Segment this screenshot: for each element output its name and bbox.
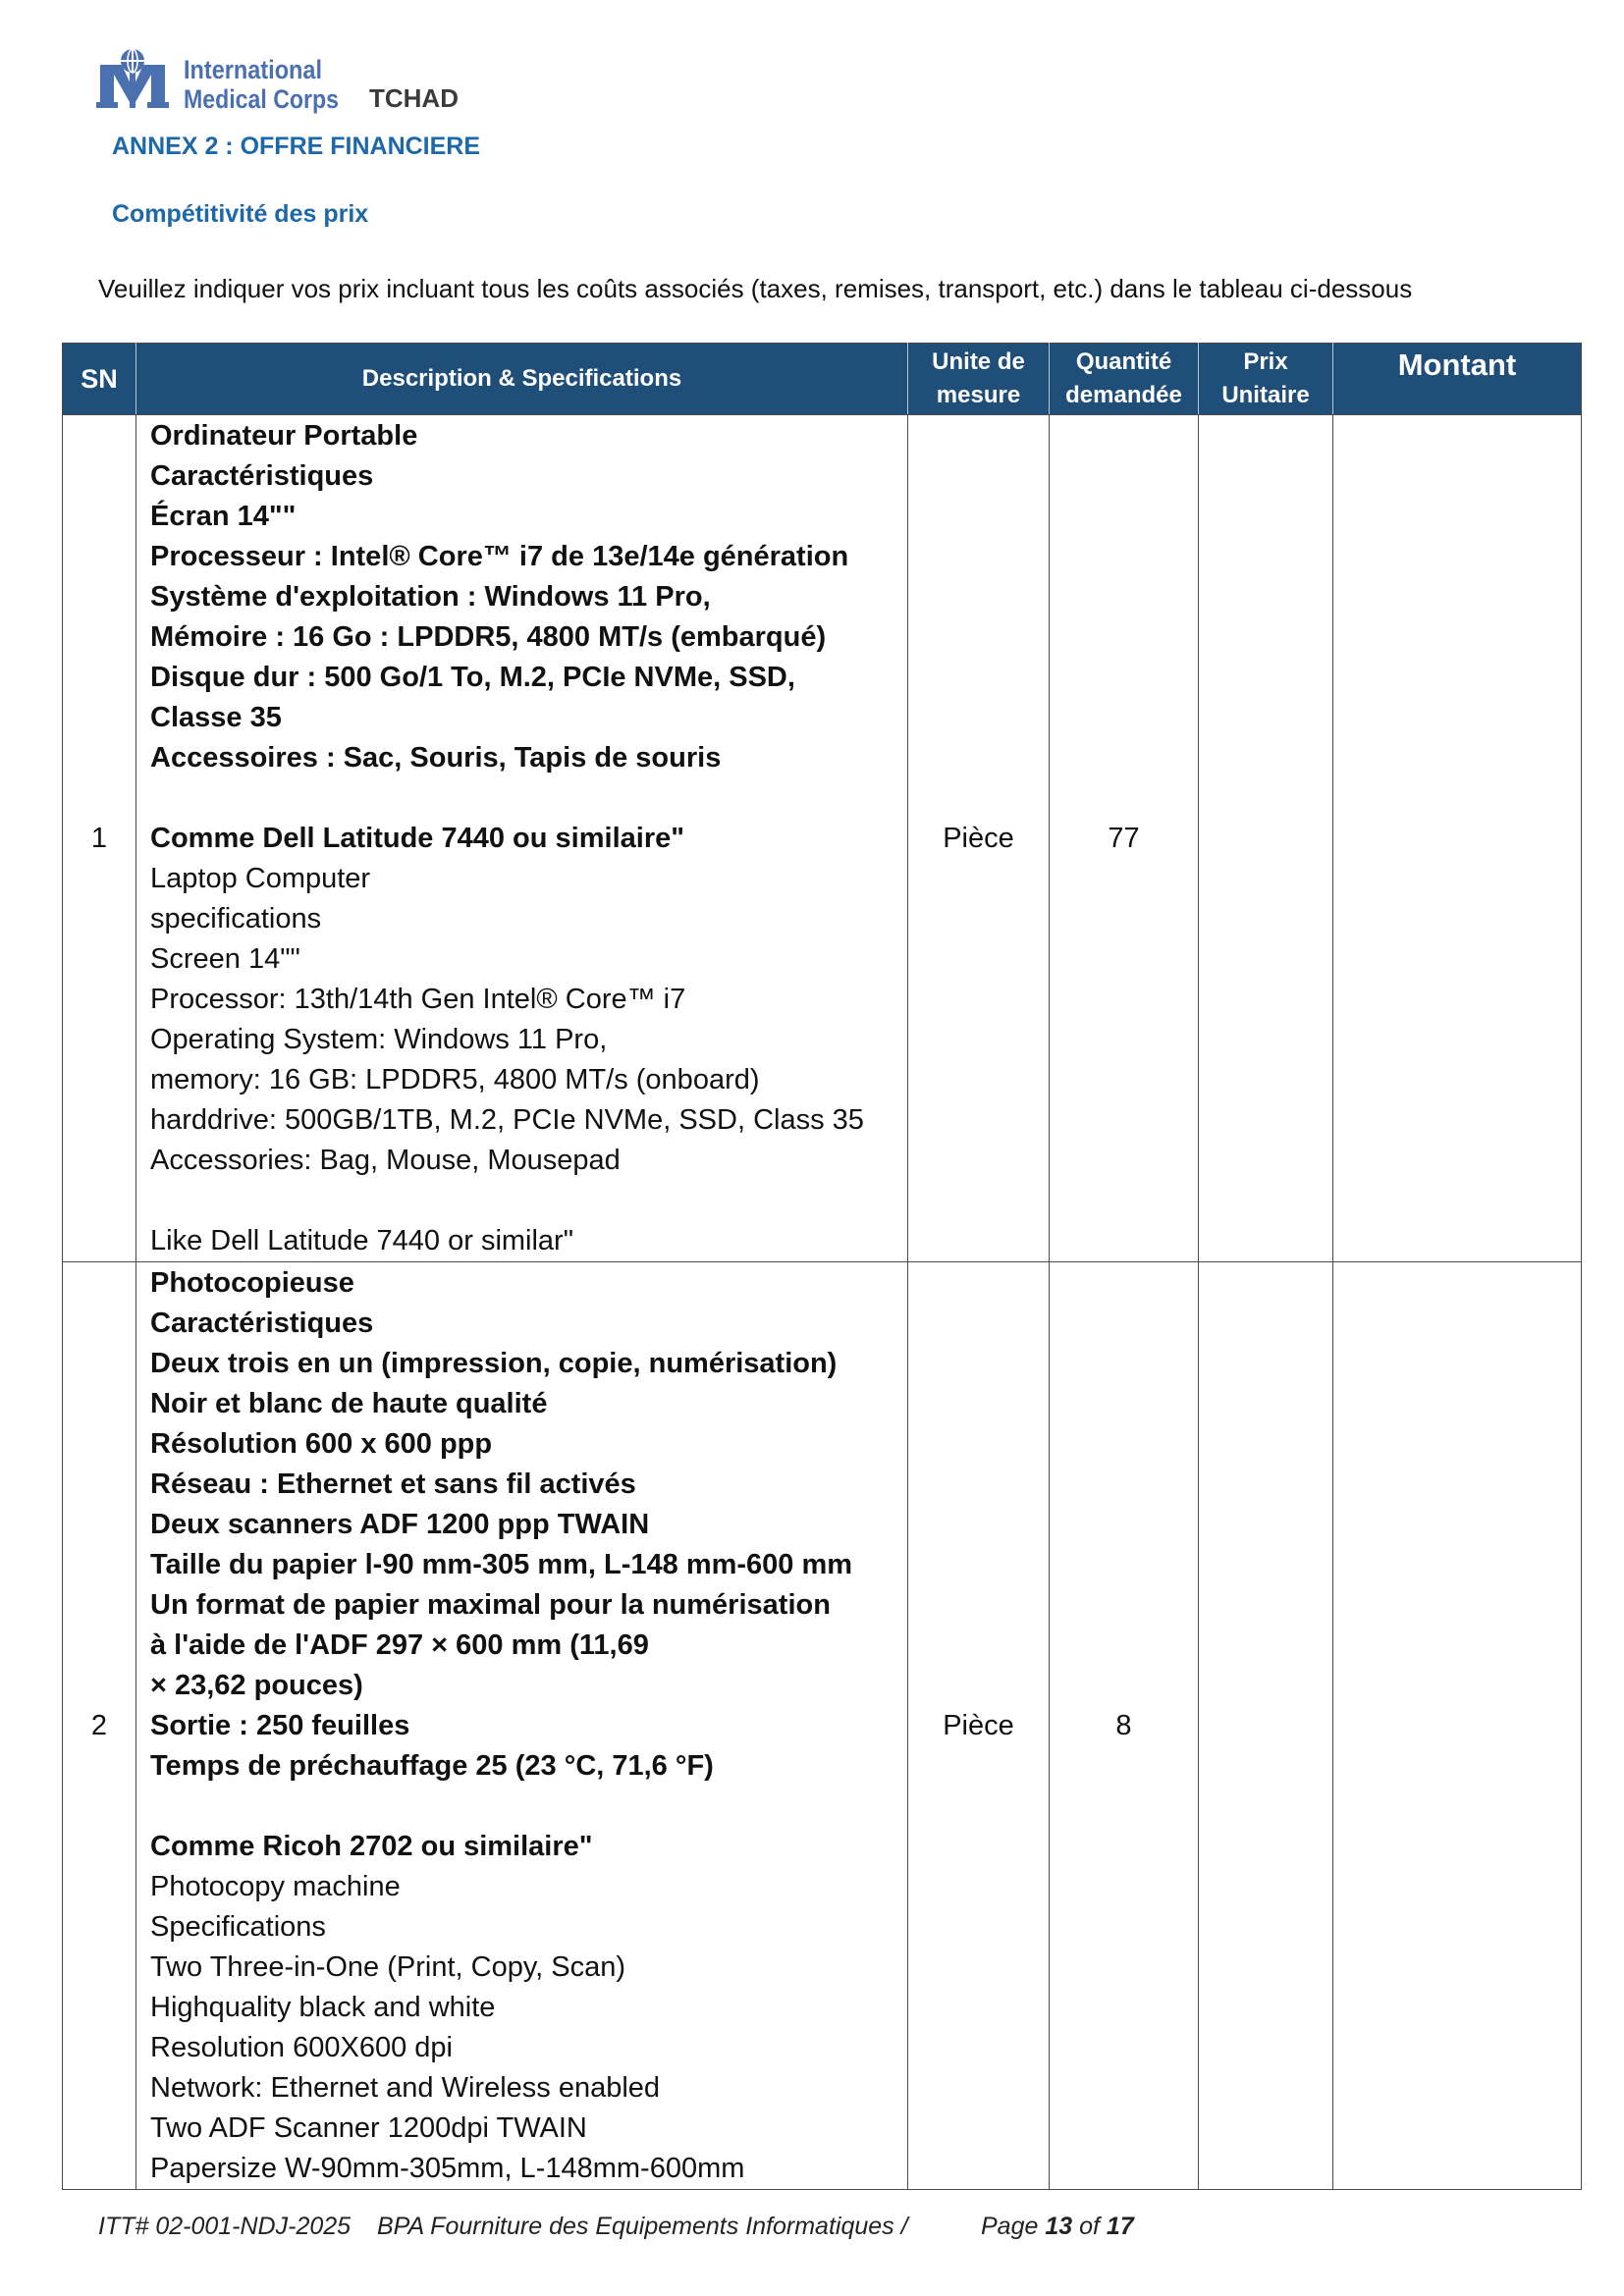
description-french: [150, 1263, 907, 1867]
description-line: Processor: 13th/14th Gen Intel® Core™ i7: [150, 984, 686, 1015]
description-line: Résolution 600 x 600 ppp: [150, 1428, 493, 1460]
footer-page-total: 17: [1106, 2213, 1134, 2240]
cell-unit: Pièce: [908, 415, 1050, 1262]
col-header-unit: Unite de mesure: [908, 344, 1050, 415]
description-line: Taille du papier l-90 mm-305 mm, L-148 mm-600 mm: [150, 1549, 853, 1580]
description-line: Écran 14"": [150, 501, 297, 532]
country-label: TCHAD: [369, 83, 459, 113]
description-line: Caractéristiques: [150, 460, 374, 492]
description-line: Temps de préchauffage 25 (23 °C, 71,6 °F): [150, 1750, 714, 1782]
cell-description: [136, 415, 908, 1262]
cell-sn: 1: [63, 415, 136, 1262]
footer-reference: ITT# 02-001-NDJ-2025: [98, 2213, 352, 2240]
description-french: [150, 416, 907, 859]
imc-emblem-icon: [96, 49, 169, 108]
description-line: Système d'exploitation : Windows 11 Pro,: [150, 581, 711, 613]
imc-logo-graphic: [96, 45, 342, 118]
description-line: Two ADF Scanner 1200dpi TWAIN: [150, 2112, 587, 2144]
description-line: Screen 14"": [150, 943, 300, 975]
table-row: [63, 415, 1582, 1262]
footer-page-label: Page: [981, 2213, 1039, 2240]
subsection-title: Compétitivité des prix: [112, 200, 369, 228]
description-line: Disque dur : 500 Go/1 To, M.2, PCIe NVMe, SSD,: [150, 662, 795, 693]
description-line: Caractéristiques: [150, 1308, 374, 1339]
section-title: ANNEX 2 : OFFRE FINANCIERE: [112, 133, 481, 160]
description-line: Comme Ricoh 2702 ou similaire": [150, 1831, 593, 1862]
description-line: Operating System: Windows 11 Pro,: [150, 1024, 608, 1055]
description-line: Comme Dell Latitude 7440 ou similaire": [150, 823, 684, 854]
description-line: Mémoire : 16 Go : LPDDR5, 4800 MT/s (embarqué): [150, 621, 827, 653]
footer-page-of: of: [1079, 2213, 1100, 2240]
description-line: Ordinateur Portable: [150, 420, 418, 452]
description-line: specifications: [150, 903, 322, 934]
description-line: Accessoires : Sac, Souris, Tapis de souris: [150, 742, 722, 774]
description-line: Un format de papier maximal pour la numérisation: [150, 1589, 831, 1621]
description-line: Like Dell Latitude 7440 or similar": [150, 1225, 574, 1256]
cell-amount: [1333, 1262, 1582, 2190]
footer-title: BPA Fourniture des Equipements Informatiques /: [377, 2213, 908, 2240]
description-english: [150, 1867, 907, 2189]
description-line: [150, 778, 907, 819]
cell-unit: Pièce: [908, 1262, 1050, 2190]
description-line: Specifications: [150, 1911, 326, 1943]
cell-quantity: 8: [1050, 1262, 1199, 2190]
table-row: [63, 1262, 1582, 2190]
description-line: à l'aide de l'ADF 297 × 600 mm (11,69: [150, 1629, 649, 1661]
table-header-row: [63, 344, 1582, 415]
description-line: Accessories: Bag, Mouse, Mousepad: [150, 1145, 621, 1176]
instruction-text: Veuillez indiquer vos prix incluant tous les coûts associés (taxes, remises, transport, etc.) dans le tableau ci-dessous: [98, 274, 1413, 303]
col-header-quantity: Quantité demandée: [1050, 344, 1199, 415]
description-line: Noir et blanc de haute qualité: [150, 1388, 548, 1419]
description-line: Photocopieuse: [150, 1267, 354, 1299]
description-line: Network: Ethernet and Wireless enabled: [150, 2072, 661, 2104]
description-line: Deux trois en un (impression, copie, numérisation): [150, 1348, 838, 1379]
description-line: Papersize W-90mm-305mm, L-148mm-600mm: [150, 2153, 745, 2184]
description-line: Resolution 600X600 dpi: [150, 2032, 453, 2063]
description-line: Photocopy machine: [150, 1871, 401, 1902]
col-header-description: Description & Specifications: [136, 344, 908, 415]
cell-sn: 2: [63, 1262, 136, 2190]
logo-text-line2: Medical Corps: [184, 84, 339, 114]
cell-unit-price: [1199, 415, 1333, 1262]
description-line: Processeur : Intel® Core™ i7 de 13e/14e génération: [150, 541, 849, 572]
description-line: harddrive: 500GB/1TB, M.2, PCIe NVMe, SSD, Class 35: [150, 1104, 864, 1136]
description-line: × 23,62 pouces): [150, 1670, 363, 1701]
description-line: Highquality black and white: [150, 1992, 496, 2023]
description-line: memory: 16 GB: LPDDR5, 4800 MT/s (onboard): [150, 1064, 760, 1095]
col-header-amount: Montant: [1333, 344, 1582, 415]
description-line: Réseau : Ethernet et sans fil activés: [150, 1468, 636, 1500]
description-line: Two Three-in-One (Print, Copy, Scan): [150, 1951, 626, 1983]
imc-logo: [96, 45, 342, 118]
description-line: Deux scanners ADF 1200 ppp TWAIN: [150, 1509, 650, 1540]
description-line: Laptop Computer: [150, 863, 371, 894]
footer-page-number: [981, 2212, 1134, 2241]
col-header-sn: SN: [63, 344, 136, 415]
cell-unit-price: [1199, 1262, 1333, 2190]
description-line: Sortie : 250 feuilles: [150, 1710, 410, 1741]
page-footer: [0, 2212, 1624, 2241]
logo-text-line1: International: [184, 55, 322, 84]
cell-quantity: 77: [1050, 415, 1199, 1262]
description-line: [150, 1181, 907, 1221]
description-english: [150, 859, 907, 1261]
description-line: [150, 1787, 907, 1827]
description-line: Classe 35: [150, 702, 282, 733]
footer-page-current: 13: [1045, 2213, 1073, 2240]
col-header-unit-price: Prix Unitaire: [1199, 344, 1333, 415]
cell-amount: [1333, 415, 1582, 1262]
cell-description: [136, 1262, 908, 2190]
price-table: [62, 343, 1582, 2190]
